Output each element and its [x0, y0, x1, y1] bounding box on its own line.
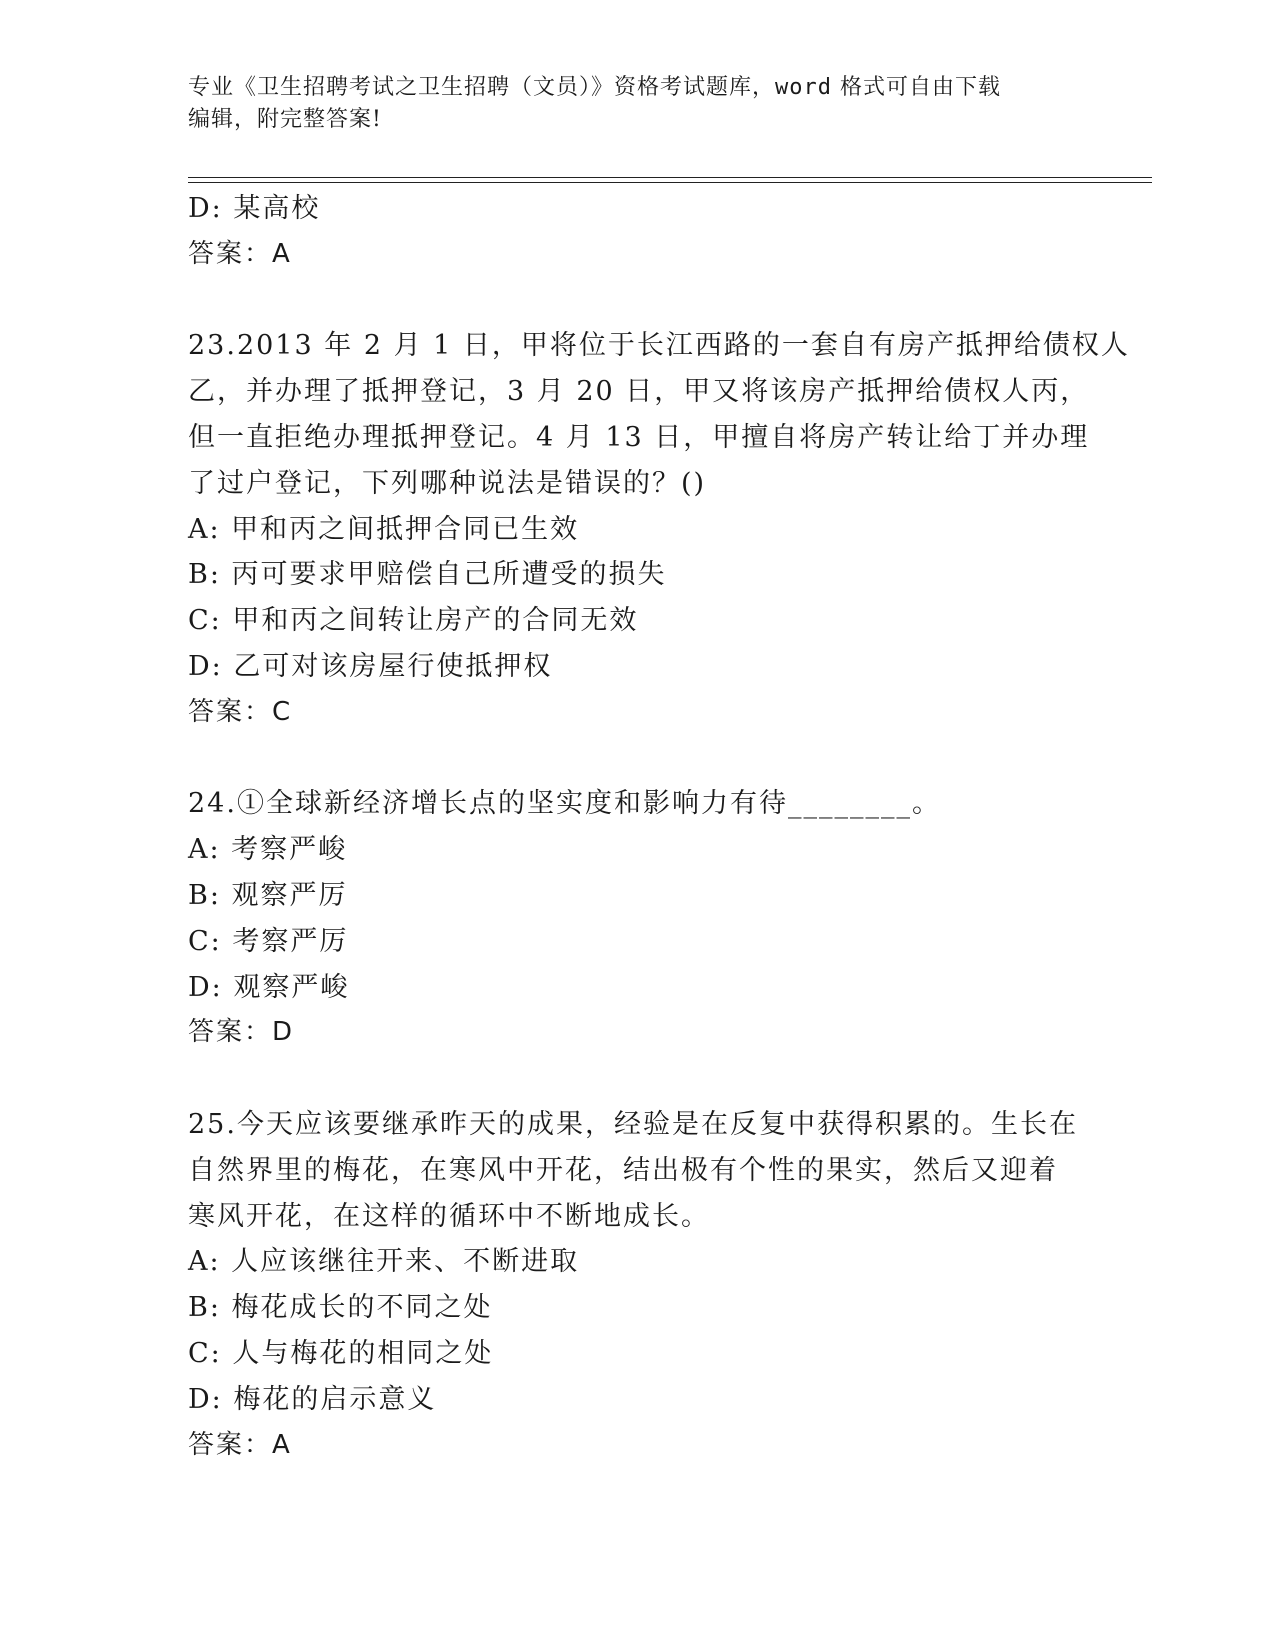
question-25 [188, 1102, 1088, 1468]
option-a: A: 人应该继往开来、不断进取 [188, 1246, 580, 1278]
question-text-line: 但一直拒绝办理抵押登记。4 月 13 日，甲擅自将房产转让给丁并办理 [188, 421, 1090, 453]
document-header [188, 72, 1088, 136]
option-d: D: 观察严峻 [188, 971, 350, 1003]
option-b: B: 梅花成长的不同之处 [188, 1292, 493, 1324]
question-text-line: 寒风开花，在这样的循环中不断地成长。 [188, 1200, 710, 1232]
answer: 答案：A [188, 238, 292, 269]
option-b: B: 观察严厉 [188, 879, 348, 911]
spacer [188, 1056, 1088, 1102]
option-d: D: 某高校 [188, 193, 321, 224]
spacer [188, 736, 1088, 782]
option-b: B: 丙可要求甲赔偿自己所遭受的损失 [188, 559, 667, 591]
option-d: D: 乙可对该房屋行使抵押权 [188, 650, 553, 682]
previous-question-tail [188, 186, 1088, 278]
option-d: D: 梅花的启示意义 [188, 1383, 437, 1415]
option-a: A: 甲和丙之间抵押合同已生效 [188, 513, 580, 545]
header-word-format: word [775, 75, 832, 100]
question-23 [188, 323, 1130, 735]
option-c: C: 考察严厉 [188, 925, 349, 957]
header-line-1: 专业《卫生招聘考试之卫生招聘（文员）》资格考试题库，word 格式可自由下载 [188, 75, 1001, 100]
question-text-line: 23.2013 年 2 月 1 日，甲将位于长江西路的一套自有房产抵押给债权人 [188, 330, 1130, 362]
answer: 答案：A [188, 1429, 292, 1460]
option-c: C: 甲和丙之间转让房产的合同无效 [188, 605, 639, 637]
answer: 答案：D [188, 1017, 295, 1048]
header-rule-bottom [188, 182, 1152, 183]
question-24 [188, 781, 1088, 1056]
question-list [188, 186, 1130, 1468]
header-line-2: 编辑，附完整答案! [188, 107, 382, 132]
header-rule-top [188, 177, 1152, 178]
question-text-line: 25.今天应该要继承昨天的成果，经验是在反复中获得积累的。生长在 [188, 1108, 1078, 1140]
option-a: A: 考察严峻 [188, 834, 348, 866]
question-text-line: 乙，并办理了抵押登记，3 月 20 日，甲又将该房产抵押给债权人丙， [188, 376, 1090, 408]
question-text-line: 自然界里的梅花，在寒风中开花，结出极有个性的果实，然后又迎着 [188, 1154, 1058, 1186]
option-c: C: 人与梅花的相同之处 [188, 1337, 494, 1369]
spacer [188, 278, 1088, 324]
answer: 答案：C [188, 696, 293, 727]
question-text-line: 24.①全球新经济增长点的坚实度和影响力有待________。 [188, 788, 941, 820]
question-text-line: 了过户登记，下列哪种说法是错误的？() [188, 467, 707, 499]
